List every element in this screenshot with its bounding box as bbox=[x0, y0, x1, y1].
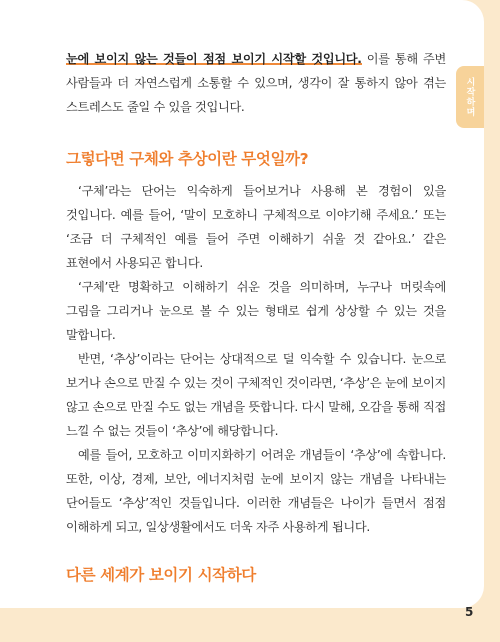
highlighted-sentence: 눈에 보이지 않는 것들이 점점 보이기 시작할 것입니다. bbox=[66, 52, 362, 66]
lead-paragraph bbox=[66, 47, 446, 119]
body-paragraph-2: ‘구체’란 명확하고 이해하기 쉬운 것을 의미하며, 누구나 머릿속에 그림을 그리거나 눈으로 볼 수 있는 형태로 쉽게 상상할 수 있는 것을 말합니다. bbox=[66, 280, 446, 342]
chapter-tab-label: 시작하며 bbox=[464, 77, 475, 117]
page-number: 5 bbox=[465, 605, 474, 619]
chapter-tab bbox=[456, 66, 484, 128]
body-paragraph-1: ‘구체’라는 단어는 익숙하게 들어보거나 사용해 본 경험이 있을 것입니다. 예를 들어, ‘말이 모호하니 구체적으로 이야기해 주세요.’ 또는 ‘조금 더 구체적인 예를 들어 주면 이해하기 쉬울 것 같아요.’ 같은 표현에서 사용되곤 합니다. bbox=[66, 184, 446, 270]
body-paragraph-3: 반면, ‘추상’이라는 단어는 상대적으로 덜 익숙할 수 있습니다. 눈으로 보거나 손으로 만질 수 있는 것이 구체적인 것이라면, ‘추상’은 눈에 보이지 않고 손으로 만질 수도 없는 개념을 뜻합니다. 다시 말해, 오감을 통해 직접 느낄 수 없는 것들이 ‘추상’에 해당합니다. bbox=[66, 352, 446, 438]
lead-rest: 이를 통해 주변 사람들과 더 자연스럽게 소통할 수 있으며, 생각이 잘 통하지 않아 겪는 스트레스도 줄일 수 있을 것입니다. bbox=[66, 52, 446, 114]
body-content bbox=[66, 47, 446, 585]
section-heading: 그렇다면 구체와 추상이란 무엇일까? bbox=[66, 150, 309, 168]
body-paragraph-4: 예를 들어, 모호하고 이미지화하기 어려운 개념들이 ‘추상’에 속합니다. 또한, 이상, 경제, 보안, 에너지처럼 눈에 보이지 않는 개념을 나타내는 단어들도 ‘추상’적인 것들입니다. 이러한 개념들은 나이가 들면서 점점 이해하게 되고, 일상생활에서도 더욱 자주 사용하게 됩니다. bbox=[66, 448, 446, 534]
next-section-heading: 다른 세계가 보이기 시작하다 bbox=[66, 566, 256, 584]
